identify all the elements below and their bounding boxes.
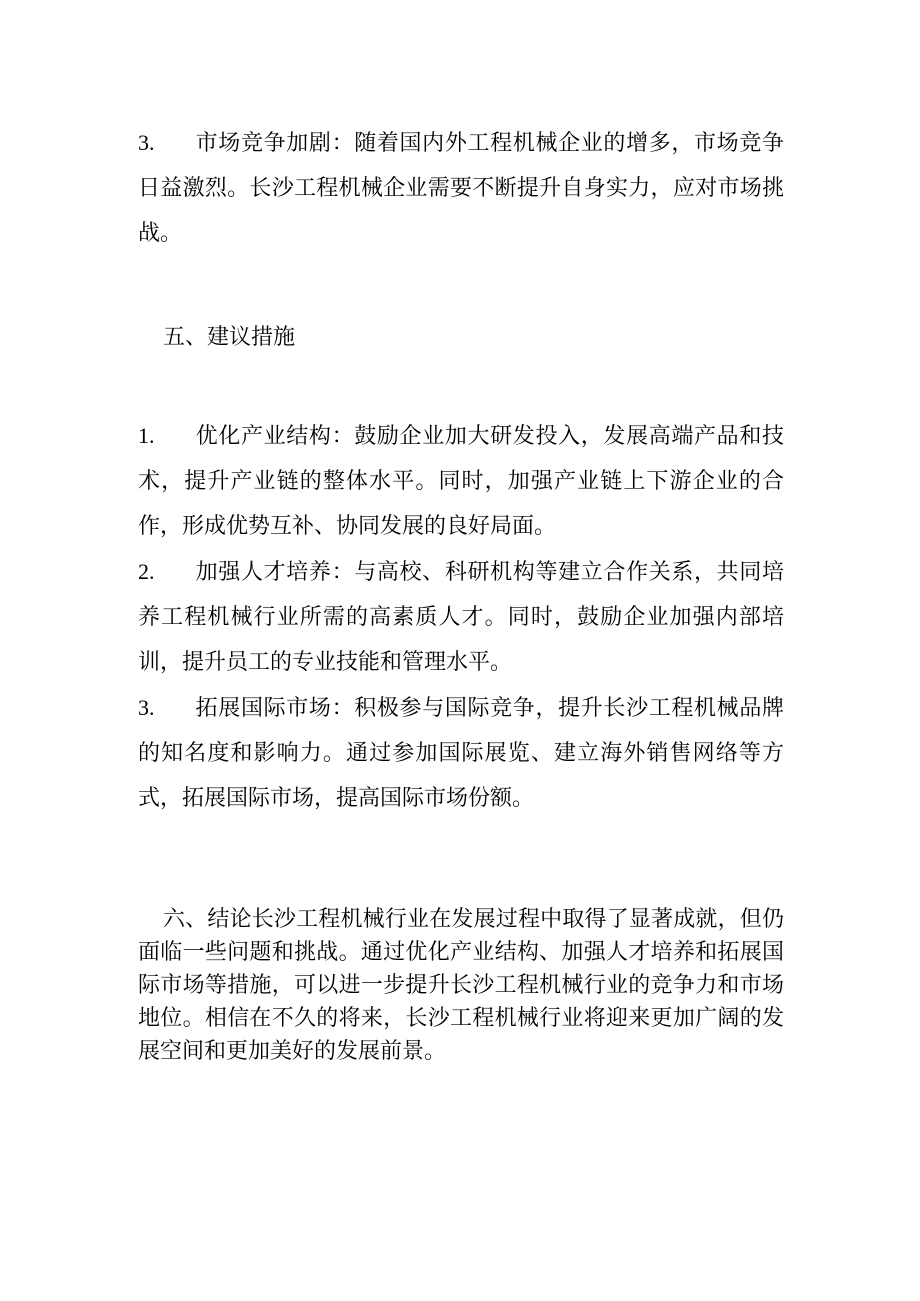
list-number: 3. (138, 130, 155, 155)
section4-item-3 (138, 120, 784, 256)
list-item (138, 549, 784, 685)
list-text: 加强人才培养：与高校、科研机构等建立合作关系，共同培养工程机械行业所需的高素质人才。同时，鼓励企业加强内部培训，提升员工的专业技能和管理水平。 (138, 560, 784, 675)
section5-list (138, 413, 784, 821)
section5-heading: 五、建议措施 (163, 325, 296, 350)
list-item (138, 685, 784, 821)
list-text: 市场竞争加剧：随着国内外工程机械企业的增多，市场竞争日益激烈。长沙工程机械企业需要不断提升自身实力，应对市场挑战。 (138, 131, 784, 246)
list-item (138, 413, 784, 549)
list-number: 3. (138, 695, 155, 720)
list-text: 优化产业结构：鼓励企业加大研发投入，发展高端产品和技术，提升产业链的整体水平。同时，加强产业链上下游企业的合作，形成优势互补、协同发展的良好局面。 (138, 424, 784, 539)
list-number: 2. (138, 559, 155, 584)
list-text: 拓展国际市场：积极参与国际竞争，提升长沙工程机械品牌的知名度和影响力。通过参加国际展览、建立海外销售网络等方式，拓展国际市场，提高国际市场份额。 (138, 696, 784, 811)
list-number: 1. (138, 423, 155, 448)
list-item (138, 120, 784, 256)
section6-conclusion: 六、结论长沙工程机械行业在发展过程中取得了显著成就，但仍面临一些问题和挑战。通过优化产业结构、加强人才培养和拓展国际市场等措施，可以进一步提升长沙工程机械行业的竞争力和市场地位。相信在不久的将来，长沙工程机械行业将迎来更加广阔的发展空间和更加美好的发展前景。 (138, 907, 784, 1064)
